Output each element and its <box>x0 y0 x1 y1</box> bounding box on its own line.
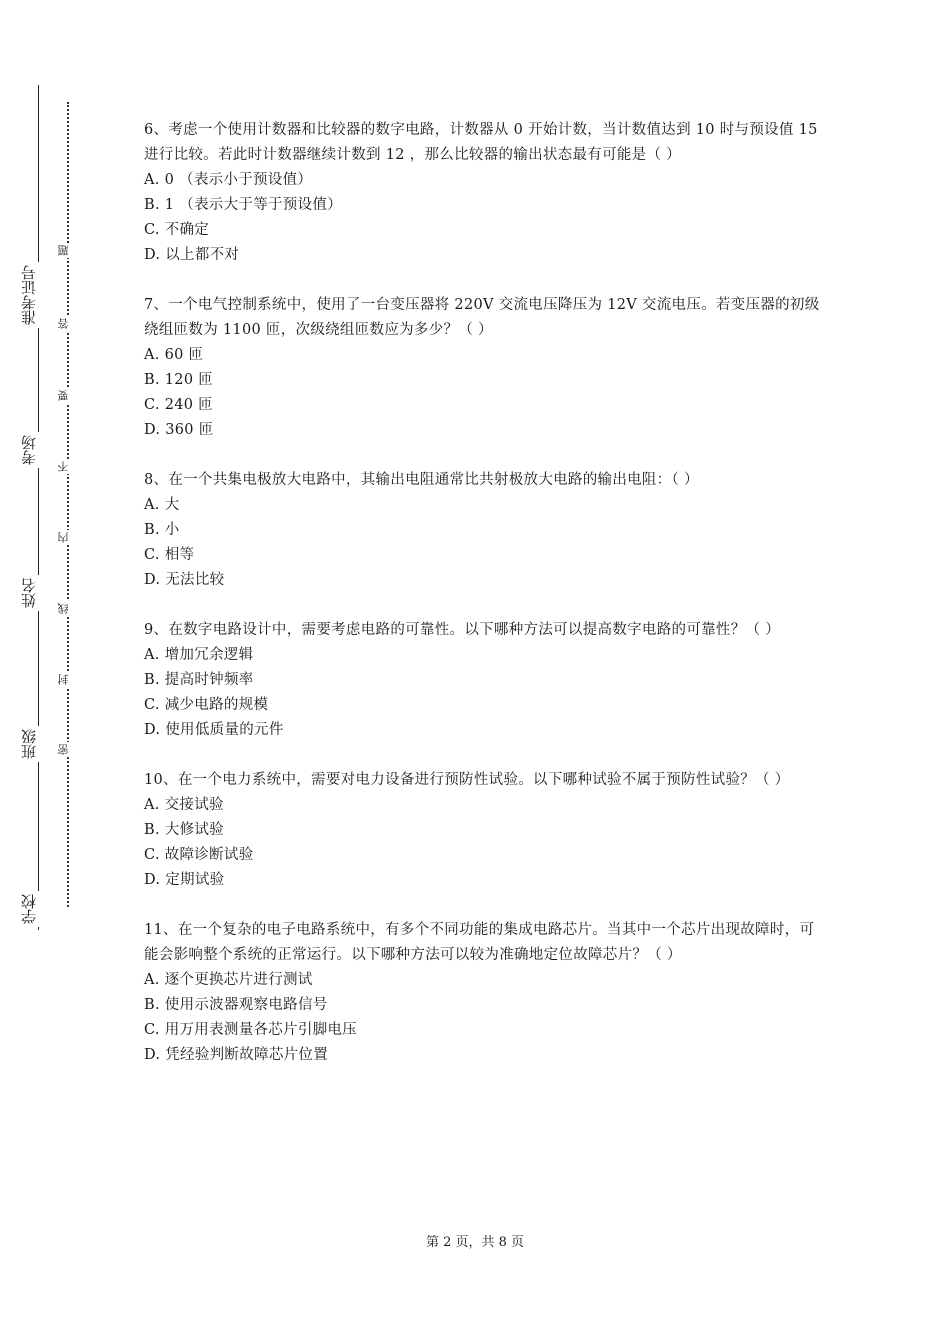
question-text: 9、在数字电路设计中，需要考虑电路的可靠性。以下哪种方法可以提高数字电路的可靠性？（ ） <box>144 622 781 638</box>
option-b: B. 提高时钟频率 <box>144 672 254 688</box>
seal-mark-mi: 密 <box>58 742 76 757</box>
question-text: 6、考虑一个使用计数器和比较器的数字电路，计数器从 0 开始计数，当计数值达到 10 时与预设值 15 进行比较。若此时计数器继续计数到 12 ，那么比较器的输出状态最有可能是（ ） <box>144 122 818 163</box>
question-9 <box>144 618 824 743</box>
seal-mark-da: 答 <box>58 316 76 331</box>
binding-dotted-line <box>67 102 69 907</box>
option-b: B. 1 （表示大于等于预设值） <box>144 197 343 213</box>
field-exam-room-label: 考场 <box>22 432 54 468</box>
question-text: 8、在一个共集电极放大电路中，其输出电阻通常比共射极放大电路的输出电阻：（ ） <box>144 472 699 488</box>
question-7 <box>144 293 824 443</box>
option-c: C. 不确定 <box>144 222 210 238</box>
option-c: C. 减少电路的规模 <box>144 697 269 713</box>
question-text: 11、在一个复杂的电子电路系统中，有多个不同功能的集成电路芯片。当其中一个芯片出现故障时，可能会影响整个系统的正常运行。以下哪种方法可以较为准确地定位故障芯片？（ ） <box>144 922 815 963</box>
option-a: A. 交接试验 <box>144 797 224 813</box>
option-a: A. 60 匝 <box>144 347 204 363</box>
field-name-label: 姓名 <box>22 575 54 611</box>
option-d: D. 无法比较 <box>144 572 225 588</box>
option-c: C. 相等 <box>144 547 195 563</box>
option-d: D. 定期试验 <box>144 872 225 888</box>
question-8 <box>144 468 824 593</box>
option-b: B. 小 <box>144 522 180 538</box>
option-d: D. 凭经验判断故障芯片位置 <box>144 1047 329 1063</box>
seal-mark-feng: 封 <box>58 672 76 687</box>
option-b: B. 120 匝 <box>144 372 214 388</box>
field-exam-number-label: 准考证号 <box>22 262 54 328</box>
option-d: D. 360 匝 <box>144 422 214 438</box>
question-text: 10、在一个电力系统中，需要对电力设备进行预防性试验。以下哪种试验不属于预防性试验？（ ） <box>144 772 790 788</box>
option-a: A. 大 <box>144 497 180 513</box>
field-school-label: 学校 <box>22 891 54 927</box>
binding-margin <box>0 0 110 1344</box>
option-c: C. 故障诊断试验 <box>144 847 254 863</box>
question-text: 7、一个电气控制系统中，使用了一台变压器将 220V 交流电压降压为 12V 交流电压。若变压器的初级绕组匝数为 1100 匝，次级绕组匝数应为多少？（ ） <box>144 297 820 338</box>
seal-mark-ti: 题 <box>58 243 76 258</box>
option-d: D. 以上都不对 <box>144 247 240 263</box>
field-class-label: 班级 <box>22 726 54 762</box>
option-a: A. 0 （表示小于预设值） <box>144 172 313 188</box>
option-c: C. 240 匝 <box>144 397 213 413</box>
option-d: D. 使用低质量的元件 <box>144 722 284 738</box>
option-b: B. 大修试验 <box>144 822 224 838</box>
option-a: A. 逐个更换芯片进行测试 <box>144 972 313 988</box>
seal-mark-nei: 内 <box>58 530 76 545</box>
binding-solid-line <box>38 85 39 930</box>
question-6 <box>144 118 824 268</box>
question-10 <box>144 768 824 893</box>
seal-mark-bu: 不 <box>58 459 76 474</box>
question-list <box>144 118 824 1093</box>
option-c: C. 用万用表测量各芯片引脚电压 <box>144 1022 358 1038</box>
seal-mark-yao: 要 <box>58 388 76 403</box>
option-b: B. 使用示波器观察电路信号 <box>144 997 328 1013</box>
page-number: 第 2 页，共 8 页 <box>425 1235 525 1250</box>
question-11 <box>144 918 824 1068</box>
seal-mark-xian: 线 <box>58 601 76 616</box>
option-a: A. 增加冗余逻辑 <box>144 647 254 663</box>
